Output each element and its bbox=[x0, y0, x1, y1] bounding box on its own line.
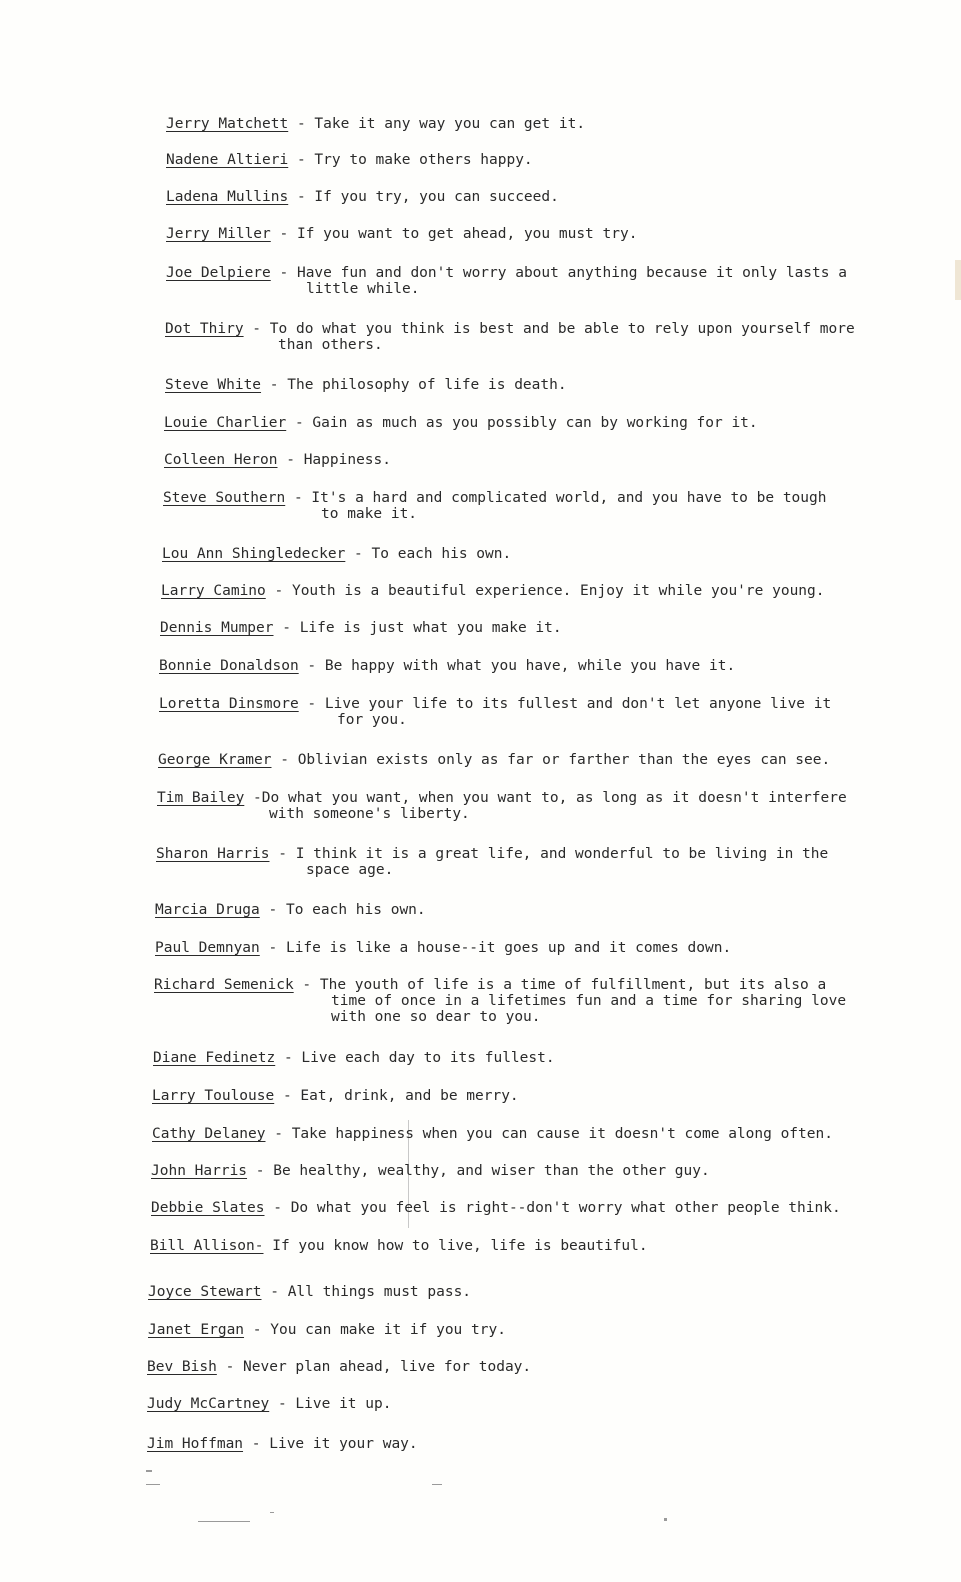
philosophy-text: It's a hard and complicated world, and you have to be tough bbox=[311, 490, 827, 506]
philosophy-text: Never plan ahead, live for today. bbox=[243, 1359, 532, 1375]
paper-speck bbox=[198, 1521, 250, 1522]
separator: - bbox=[298, 696, 325, 712]
student-name: John Harris bbox=[151, 1163, 248, 1179]
student-name: Colleen Heron bbox=[164, 452, 278, 468]
student-name: Jerry Miller bbox=[166, 226, 271, 242]
student-name: Nadene Altieri bbox=[166, 152, 289, 168]
philosophy-text-continued: time of once in a lifetimes fun and a time for sharing love bbox=[331, 993, 847, 1009]
student-name: Bonnie Donaldson bbox=[159, 658, 299, 674]
separator: - bbox=[274, 1088, 301, 1104]
philosophy-text: You can make it if you try. bbox=[270, 1322, 506, 1338]
list-item bbox=[166, 265, 847, 297]
philosophy-text: To each his own. bbox=[371, 546, 512, 562]
student-name: Bill Allison- bbox=[150, 1238, 264, 1254]
philosophy-text-continued: to make it. bbox=[321, 506, 418, 522]
philosophy-text: All things must pass. bbox=[287, 1284, 472, 1300]
separator: - bbox=[275, 1050, 302, 1066]
list-item bbox=[154, 977, 847, 1025]
philosophy-text: Do what you want, when you want to, as long as it doesn't interfere bbox=[261, 790, 847, 806]
separator: - bbox=[293, 977, 320, 993]
list-item bbox=[147, 1396, 391, 1412]
list-item bbox=[159, 696, 832, 728]
student-name: George Kramer bbox=[158, 752, 272, 768]
list-item bbox=[160, 620, 562, 636]
separator: - bbox=[270, 265, 297, 281]
philosophy-text: To do what you think is best and be able to rely upon yourself more bbox=[269, 321, 855, 337]
list-item bbox=[165, 321, 855, 353]
philosophy-text: Be healthy, wealthy, and wiser than the other guy. bbox=[273, 1163, 710, 1179]
philosophy-text: Take it any way you can get it. bbox=[314, 116, 586, 132]
separator: - bbox=[271, 752, 298, 768]
student-name: Paul Demnyan bbox=[155, 940, 260, 956]
separator: - bbox=[244, 790, 262, 806]
student-name: Dot Thiry bbox=[165, 321, 244, 337]
student-name: Joyce Stewart bbox=[148, 1284, 262, 1300]
student-name: Larry Toulouse bbox=[152, 1088, 275, 1104]
student-name: Bev Bish bbox=[147, 1359, 217, 1375]
student-name: Diane Fedinetz bbox=[153, 1050, 276, 1066]
separator: - bbox=[265, 583, 292, 599]
student-name: Cathy Delaney bbox=[152, 1126, 266, 1142]
student-name: Dennis Mumper bbox=[160, 620, 274, 636]
philosophy-text: Do what you feel is right--don't worry what other people think. bbox=[290, 1200, 841, 1216]
philosophy-text: Live each day to its fullest. bbox=[301, 1050, 555, 1066]
list-item bbox=[151, 1200, 841, 1216]
list-item bbox=[148, 1322, 506, 1338]
list-item bbox=[157, 790, 847, 822]
student-name: Tim Bailey bbox=[157, 790, 245, 806]
student-name: Janet Ergan bbox=[148, 1322, 245, 1338]
list-item bbox=[161, 583, 824, 599]
paper-speck bbox=[146, 1470, 152, 1472]
list-item bbox=[147, 1436, 418, 1452]
student-name: Marcia Druga bbox=[155, 902, 260, 918]
separator: - bbox=[265, 1126, 292, 1142]
separator: - bbox=[273, 620, 300, 636]
philosophy-text: Try to make others happy. bbox=[314, 152, 533, 168]
philosophy-text: If you know how to live, life is beautiful. bbox=[272, 1238, 648, 1254]
philosophy-text: Oblivian exists only as far or farther than the eyes can see. bbox=[297, 752, 831, 768]
student-name: Loretta Dinsmore bbox=[159, 696, 299, 712]
separator: - bbox=[345, 546, 372, 562]
philosophy-text: Be happy with what you have, while you have it. bbox=[324, 658, 736, 674]
list-item bbox=[159, 658, 735, 674]
separator: - bbox=[261, 1284, 288, 1300]
philosophy-text-continued: space age. bbox=[306, 862, 394, 878]
philosophy-text: Youth is a beautiful experience. Enjoy it while you're young. bbox=[291, 583, 825, 599]
separator: - bbox=[288, 152, 315, 168]
list-item bbox=[152, 1088, 519, 1104]
philosophy-text: To each his own. bbox=[285, 902, 426, 918]
list-item bbox=[164, 415, 758, 431]
separator: - bbox=[259, 902, 286, 918]
paper-speck bbox=[270, 1512, 274, 1513]
separator: - bbox=[216, 1359, 244, 1375]
philosophy-text-continued: with someone's liberty. bbox=[269, 806, 470, 822]
philosophy-text: Take happiness when you can cause it doesn't come along often. bbox=[291, 1126, 833, 1142]
philosophy-text: Life is like a house--it goes up and it comes down. bbox=[285, 940, 732, 956]
separator: - bbox=[243, 1436, 270, 1452]
philosophy-text-continued: little while. bbox=[306, 281, 420, 297]
philosophy-text: Live it up. bbox=[295, 1396, 392, 1412]
student-name: Jerry Matchett bbox=[166, 116, 289, 132]
separator: - bbox=[269, 1396, 296, 1412]
separator bbox=[264, 1238, 273, 1254]
student-name: Steve White bbox=[165, 377, 262, 393]
student-name: Lou Ann Shingledecker bbox=[162, 546, 346, 562]
separator: - bbox=[298, 658, 325, 674]
list-item bbox=[166, 189, 559, 205]
separator: - bbox=[259, 940, 286, 956]
student-name: Larry Camino bbox=[161, 583, 266, 599]
list-item bbox=[163, 490, 827, 522]
philosophy-text-continued: with one so dear to you. bbox=[331, 1009, 541, 1025]
student-name: Steve Southern bbox=[163, 490, 286, 506]
philosophy-text-continued: for you. bbox=[337, 712, 407, 728]
philosophy-text: Gain as much as you possibly can by working for it. bbox=[312, 415, 758, 431]
list-item bbox=[153, 1050, 555, 1066]
separator: - bbox=[288, 116, 315, 132]
separator: - bbox=[285, 490, 312, 506]
student-name: Richard Semenick bbox=[154, 977, 294, 993]
paper-stain bbox=[955, 260, 961, 300]
paper-speck bbox=[664, 1518, 667, 1521]
list-item bbox=[148, 1284, 471, 1300]
student-name: Sharon Harris bbox=[156, 846, 270, 862]
list-item bbox=[155, 902, 426, 918]
separator: - bbox=[247, 1163, 274, 1179]
philosophy-text: Have fun and don't worry about anything because it only lasts a bbox=[296, 265, 847, 281]
philosophy-text-continued: than others. bbox=[278, 337, 383, 353]
list-item bbox=[165, 377, 567, 393]
separator: - bbox=[269, 846, 296, 862]
separator: - bbox=[261, 377, 288, 393]
separator: - bbox=[243, 321, 270, 337]
list-item bbox=[162, 546, 511, 562]
separator: - bbox=[244, 1322, 271, 1338]
philosophy-text: Eat, drink, and be merry. bbox=[300, 1088, 519, 1104]
separator: - bbox=[277, 452, 304, 468]
philosophy-text: The philosophy of life is death. bbox=[287, 377, 567, 393]
list-item bbox=[164, 452, 391, 468]
list-item bbox=[147, 1359, 531, 1375]
philosophy-text: Happiness. bbox=[303, 452, 392, 468]
philosophy-text: If you try, you can succeed. bbox=[314, 189, 559, 205]
list-item bbox=[155, 940, 731, 956]
paper-speck bbox=[146, 1484, 160, 1485]
philosophy-text: Live your life to its fullest and don't let anyone live it bbox=[324, 696, 832, 712]
philosophy-text: I think it is a great life, and wonderful to be living in the bbox=[295, 846, 829, 862]
student-name: Jim Hoffman bbox=[147, 1436, 244, 1452]
list-item bbox=[166, 226, 637, 242]
philosophy-text: Live it your way. bbox=[269, 1436, 418, 1452]
separator: - bbox=[288, 189, 315, 205]
philosophy-text: If you want to get ahead, you must try. bbox=[296, 226, 638, 242]
student-name: Joe Delpiere bbox=[166, 265, 271, 281]
list-item bbox=[152, 1126, 833, 1142]
list-item bbox=[166, 116, 585, 132]
list-item bbox=[151, 1163, 710, 1179]
list-item bbox=[158, 752, 830, 768]
philosophy-text: The youth of life is a time of fulfillment, but its also a bbox=[319, 977, 827, 993]
philosophy-text: Life is just what you make it. bbox=[299, 620, 562, 636]
student-name: Louie Charlier bbox=[164, 415, 287, 431]
separator: - bbox=[270, 226, 297, 242]
student-name: Debbie Slates bbox=[151, 1200, 265, 1216]
list-item bbox=[150, 1238, 648, 1254]
list-item bbox=[166, 152, 533, 168]
list-item bbox=[156, 846, 829, 878]
student-name: Ladena Mullins bbox=[166, 189, 289, 205]
separator: - bbox=[264, 1200, 291, 1216]
separator: - bbox=[286, 415, 313, 431]
student-name: Judy McCartney bbox=[147, 1396, 270, 1412]
paper-speck bbox=[432, 1484, 442, 1485]
